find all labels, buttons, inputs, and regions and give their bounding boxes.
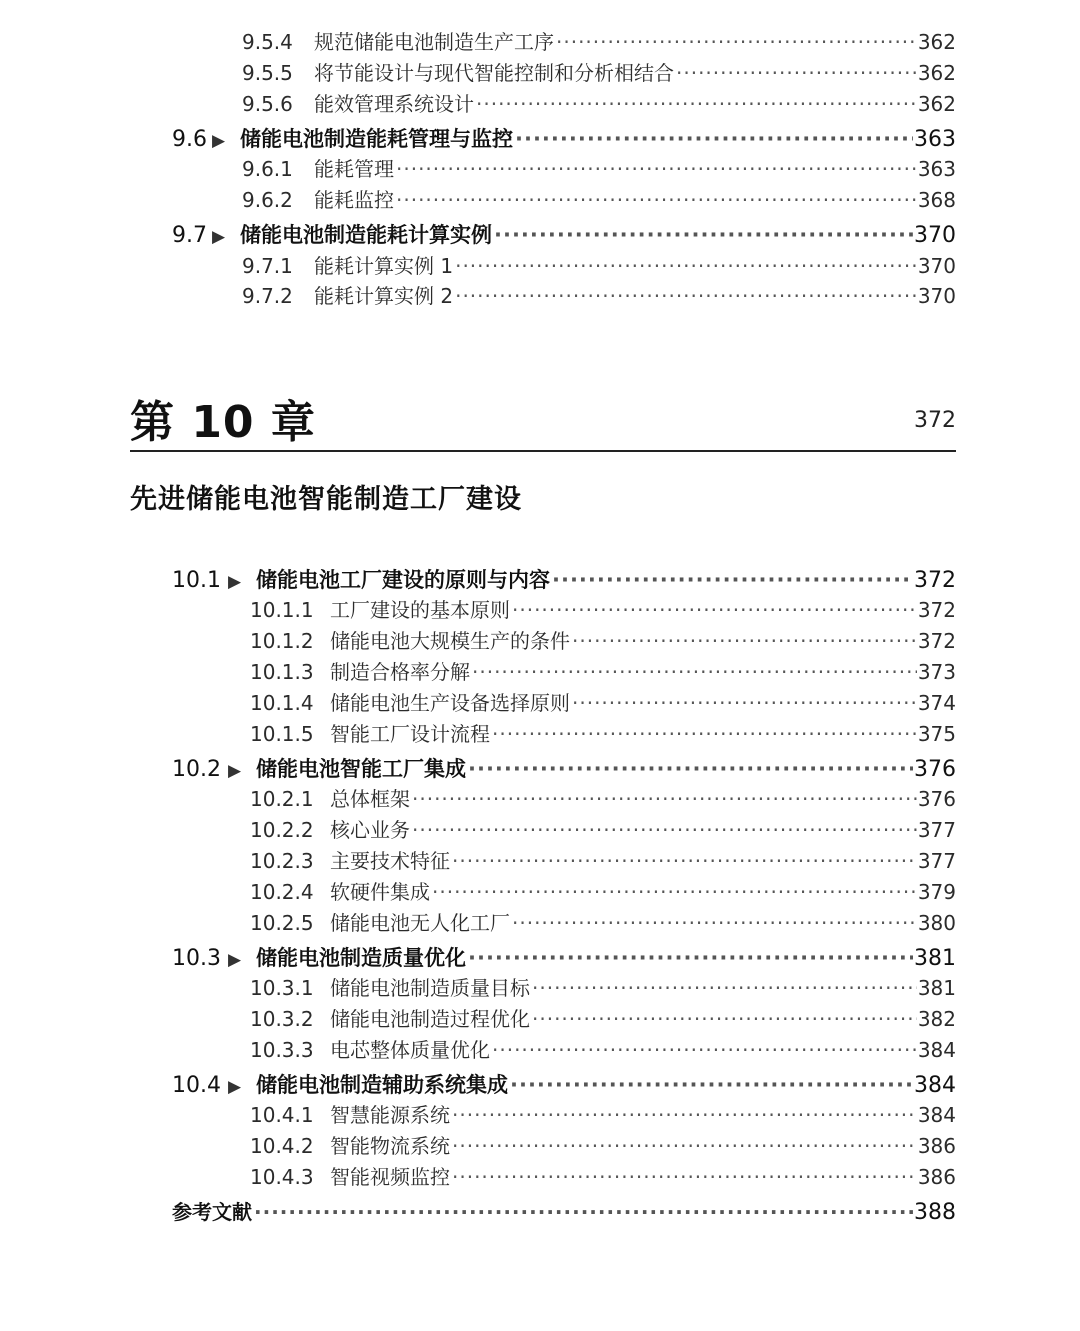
toc-entry-page: 386 [917,1134,956,1158]
toc-subsection-entry[interactable] [242,280,956,309]
chapter-page-number: 372 [914,408,956,433]
toc-subsection-entry[interactable] [250,814,956,843]
toc-entry-page: 368 [917,188,956,212]
dot-leader [515,127,913,151]
chapter-divider [130,450,956,452]
toc-entry-number: 9.6.2 [242,188,293,212]
toc-subsection-entry[interactable] [250,625,956,654]
toc-entry-number: 10.1.5 [250,722,314,746]
dot-leader [412,787,917,811]
toc-subsection-entry[interactable] [250,1034,956,1063]
dot-leader [476,92,917,116]
dot-leader [492,722,917,746]
toc-entry-number: 9.5.4 [242,30,293,54]
toc-subsection-entry[interactable] [250,656,956,685]
toc-entry-title: 储能电池制造过程优化 [330,1007,530,1031]
toc-entry-page: 377 [917,849,956,873]
toc-section-entry[interactable] [172,942,956,972]
dot-leader [455,284,917,308]
toc-entry-title: 储能电池制造辅助系统集成 [256,1073,508,1097]
toc-entry-page: 373 [917,660,956,684]
toc-entry-number: 10.1 [172,568,221,593]
dot-leader [512,911,917,935]
toc-entry-page: 379 [917,880,956,904]
toc-entry-title: 工厂建设的基本原则 [330,598,510,622]
toc-subsection-entry[interactable] [250,1161,956,1190]
dot-leader [412,818,917,842]
toc-entry-title: 储能电池无人化工厂 [330,911,510,935]
toc-entry-title: 电芯整体质量优化 [330,1038,490,1062]
toc-entry-title: 储能电池智能工厂集成 [256,757,466,781]
dot-leader [452,849,917,873]
toc-subsection-entry[interactable] [250,845,956,874]
toc-section-entry[interactable] [172,123,956,153]
dot-leader [532,976,917,1000]
triangle-right-icon: ▶ [228,950,242,970]
toc-entry-number: 9.6 [172,127,207,152]
dot-leader [494,223,913,247]
dot-leader [572,629,917,653]
toc-entry-number: 10.2.5 [250,911,314,935]
toc-entry-page: 381 [914,946,956,971]
toc-subsection-entry[interactable] [242,88,956,117]
toc-entry-page: 363 [917,157,956,181]
toc-entry-number: 10.3.3 [250,1038,314,1062]
dot-leader [452,1165,917,1189]
toc-subsection-entry[interactable] [250,1130,956,1159]
toc-entry-number: 10.1.3 [250,660,314,684]
toc-entry-page: 363 [914,127,956,152]
dot-leader [510,1073,913,1097]
toc-subsection-entry[interactable] [250,687,956,716]
toc-entry-title: 能耗计算实例 2 [314,284,454,308]
toc-entry-title: 智能工厂设计流程 [330,722,490,746]
toc-subsection-entry[interactable] [250,972,956,1001]
triangle-right-icon: ▶ [228,761,242,781]
toc-entry-number: 10.3.2 [250,1007,314,1031]
toc-entry-number: 9.6.1 [242,157,293,181]
toc-entry-title: 软硬件集成 [330,880,430,904]
toc-subsection-entry[interactable] [250,718,956,747]
toc-entry-number: 9.7 [172,223,207,248]
toc-section-entry[interactable] [172,219,956,249]
toc-entry-title: 储能电池制造能耗管理与监控 [240,127,513,151]
dot-leader [455,254,917,278]
triangle-right-icon: ▶ [228,1077,242,1097]
toc-entry-page: 388 [914,1200,956,1225]
toc-entry-number: 10.4 [172,1073,221,1098]
toc-entry-number: 10.3 [172,946,221,971]
toc-entry-number: 10.2.1 [250,787,314,811]
toc-entry-title: 规范储能电池制造生产工序 [314,30,554,54]
dot-leader [468,946,913,970]
toc-entry-number: 10.4.3 [250,1165,314,1189]
toc-entry-page: 375 [917,722,956,746]
chapter-subtitle: 先进储能电池智能制造工厂建设 [130,484,522,515]
toc-entry-page: 372 [914,568,956,593]
toc-entry-number: 10.1.1 [250,598,314,622]
toc-entry-number: 10.1.2 [250,629,314,653]
toc-entry-page: 386 [917,1165,956,1189]
dot-leader [396,157,917,181]
toc-entry-page: 382 [917,1007,956,1031]
toc-entry-title: 制造合格率分解 [330,660,470,684]
toc-entry-number: 9.7.1 [242,254,293,278]
toc-entry-title: 储能电池生产设备选择原则 [330,691,570,715]
toc-entry-number: 10.1.4 [250,691,314,715]
toc-entry-page: 374 [917,691,956,715]
toc-subsection-entry[interactable] [242,26,956,55]
dot-leader [676,61,917,85]
toc-entry-title: 储能电池制造能耗计算实例 [240,223,492,247]
toc-entry-page: 370 [917,254,956,278]
chapter-title: 第 10 章 [130,397,316,448]
dot-leader [556,30,917,54]
toc-entry-number: 9.7.2 [242,284,293,308]
toc-entry-page: 362 [917,61,956,85]
toc-entry-title: 储能电池制造质量目标 [330,976,530,1000]
toc-entry-page: 376 [917,787,956,811]
toc-entry-page: 377 [917,818,956,842]
toc-entry-title: 储能电池工厂建设的原则与内容 [256,568,550,592]
toc-entry-page: 380 [917,911,956,935]
toc-entry-page: 384 [917,1103,956,1127]
toc-entry-title: 储能电池制造质量优化 [256,946,466,970]
dot-leader [572,691,917,715]
toc-entry-title: 能耗监控 [314,188,394,212]
toc-subsection-entry[interactable] [242,57,956,86]
toc-subsection-entry[interactable] [242,250,956,279]
toc-entry-page: 372 [917,629,956,653]
toc-entry-title: 参考文献 [172,1200,252,1224]
toc-entry-title: 将节能设计与现代智能控制和分析相结合 [314,61,674,85]
toc-subsection-entry[interactable] [250,907,956,936]
toc-entry-page: 372 [917,598,956,622]
toc-subsection-entry[interactable] [250,594,956,623]
triangle-right-icon: ▶ [212,131,226,151]
dot-leader [492,1038,917,1062]
toc-entry-page: 384 [917,1038,956,1062]
toc-section-entry[interactable] [172,564,956,594]
toc-entry-number: 10.2.4 [250,880,314,904]
triangle-right-icon: ▶ [228,572,242,592]
toc-entry-title: 总体框架 [330,787,410,811]
toc-entry-page: 376 [914,757,956,782]
toc-entry-number: 10.2.3 [250,849,314,873]
toc-subsection-entry[interactable] [250,783,956,812]
toc-entry-page: 384 [914,1073,956,1098]
dot-leader [512,598,917,622]
toc-entry-number: 9.5.5 [242,61,293,85]
toc-entry-title: 能效管理系统设计 [314,92,474,116]
toc-references-entry[interactable] [172,1196,956,1225]
dot-leader [432,880,917,904]
dot-leader [468,757,913,781]
toc-entry-page: 362 [917,30,956,54]
toc-entry-number: 10.2 [172,757,221,782]
toc-subsection-entry[interactable] [242,184,956,213]
toc-subsection-entry[interactable] [242,153,956,182]
toc-entry-number: 10.2.2 [250,818,314,842]
dot-leader [532,1007,917,1031]
dot-leader [552,568,913,592]
toc-entry-title: 能耗管理 [314,157,394,181]
toc-entry-number: 10.4.2 [250,1134,314,1158]
toc-entry-title: 主要技术特征 [330,849,450,873]
toc-entry-title: 储能电池大规模生产的条件 [330,629,570,653]
toc-subsection-entry[interactable] [250,1003,956,1032]
toc-entry-page: 370 [917,284,956,308]
dot-leader [396,188,917,212]
toc-entry-title: 智能物流系统 [330,1134,450,1158]
toc-entry-number: 10.4.1 [250,1103,314,1127]
dot-leader [452,1103,917,1127]
dot-leader [472,660,917,684]
toc-entry-title: 能耗计算实例 1 [314,254,454,278]
dot-leader [452,1134,917,1158]
toc-entry-title: 智慧能源系统 [330,1103,450,1127]
toc-section-entry[interactable] [172,1069,956,1099]
toc-entry-title: 核心业务 [330,818,410,842]
toc-entry-page: 370 [914,223,956,248]
toc-section-entry[interactable] [172,753,956,783]
dot-leader [254,1200,913,1224]
toc-entry-title: 智能视频监控 [330,1165,450,1189]
toc-entry-number: 9.5.6 [242,92,293,116]
toc-entry-number: 10.3.1 [250,976,314,1000]
toc-subsection-entry[interactable] [250,876,956,905]
toc-entry-page: 362 [917,92,956,116]
toc-subsection-entry[interactable] [250,1099,956,1128]
toc-entry-page: 381 [917,976,956,1000]
triangle-right-icon: ▶ [212,227,226,247]
